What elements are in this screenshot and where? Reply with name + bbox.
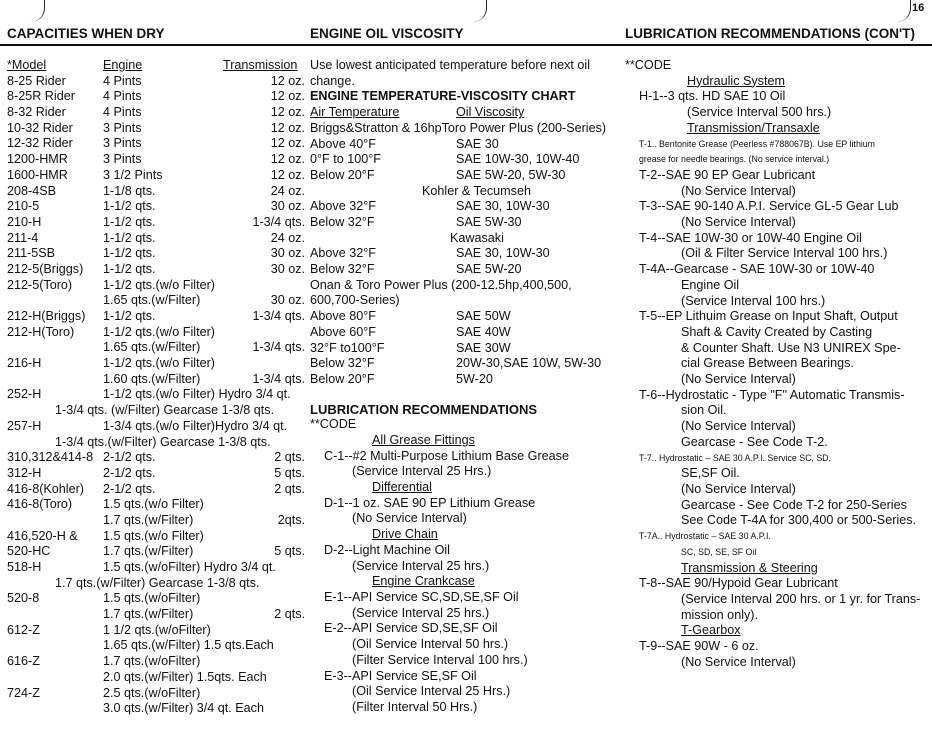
lube-cont-line: (Service Interval 500 hrs.)	[687, 105, 832, 120]
header-rule	[0, 44, 932, 46]
capacity-engine: 3 Pints	[103, 120, 142, 135]
lube-cont-line: Transmission & Steering	[681, 560, 818, 575]
capacity-model: 12-32 Rider	[7, 136, 73, 151]
lube-line: C-1--#2 Multi-Purpose Lithium Base Grease	[324, 448, 569, 463]
capacity-row	[7, 325, 307, 341]
capacity-engine: 4 Pints	[103, 73, 142, 88]
viscosity-intro-line1: Use lowest anticipated temperature before next oil	[310, 58, 591, 72]
capacity-engine: 2-1/2 qts.	[103, 481, 156, 496]
capacity-row	[7, 199, 307, 215]
capacity-transmission: 12 oz.	[270, 105, 305, 120]
capacity-engine: 1-1/2 qts.	[103, 230, 156, 245]
header-lube-cont: LUBRICATION RECOMMENDATIONS (CON'T)	[625, 26, 915, 41]
capacities-header-row	[7, 58, 307, 74]
capacity-model: 518-H	[7, 560, 42, 574]
capacity-model: 8-25 Rider	[7, 73, 66, 88]
page-number: 16	[912, 2, 925, 14]
capacity-row	[7, 686, 307, 702]
capacity-engine: 1-1/2 qts.	[103, 214, 156, 229]
capacity-engine: 1.65 qts.(w/Filter)	[103, 293, 201, 308]
viscosity-intro-line2: change.	[310, 73, 355, 88]
viscosity-grade: SAE 30, 10W-30	[456, 246, 550, 261]
lube-line: D-1--1 oz. SAE 90 EP Lithium Grease	[324, 495, 536, 510]
capacity-engine: 3 Pints	[103, 136, 142, 151]
viscosity-row	[310, 168, 622, 184]
viscosity-row	[310, 341, 622, 357]
lube-cont-line: T-4A--Gearcase - SAE 10W-30 or 10W-40	[639, 262, 875, 277]
lube-line: (Service Interval 25 Hrs.)	[352, 464, 492, 479]
capacity-model: 416-8(Kohler)	[7, 481, 85, 496]
header-viscosity: ENGINE OIL VISCOSITY	[310, 26, 464, 41]
capacity-row	[7, 419, 307, 435]
lube-line: (Service Interval 25 hrs.)	[352, 558, 490, 573]
capacity-model: 211-4	[7, 230, 39, 245]
lube-cont-line: T-7.. Hydrostatic – SAE 30 A.P.I. Service SC, SD.	[639, 452, 831, 463]
lube-cont-line: cial Grease Between Bearings.	[681, 356, 854, 371]
capacity-row	[7, 387, 307, 403]
viscosity-grade: SAE 30W	[456, 340, 511, 355]
capacity-transmission: 12 oz.	[270, 89, 305, 104]
capacity-row	[7, 560, 307, 576]
lube-cont-line: & Counter Shaft. Use N3 UNIREX Spe-	[681, 340, 901, 355]
capacity-row	[7, 74, 307, 90]
lube-cont-line: (Service Interval 200 hrs. or 1 yr. for Trans-	[681, 591, 921, 606]
lube-cont-line: T-3--SAE 90-140 A.P.I. Service GL-5 Gear Lub	[639, 199, 899, 214]
lube-line: (No Service Interval)	[352, 511, 467, 526]
capacity-row	[7, 403, 307, 419]
capacity-model: 612-Z	[7, 622, 40, 637]
capacity-model: 724-Z	[7, 685, 40, 700]
capacity-row	[7, 293, 307, 309]
lube-line: (Service Interval 25 hrs.)	[352, 605, 490, 620]
capacity-engine: 1.5 qts.(w/o Filter)	[103, 528, 204, 543]
lube-cont-line: SE,SF Oil.	[681, 466, 740, 481]
lube-cont-line: T-6--Hydrostatic - Type "F" Automatic Transmis-	[639, 387, 905, 402]
viscosity-grade: SAE 30	[456, 136, 499, 151]
lube-line: (Oil Service Interval 25 Hrs.)	[352, 684, 511, 699]
capacity-engine: 1-1/2 qts.	[103, 261, 156, 276]
capacity-model: 212-5(Briggs)	[7, 261, 84, 276]
lube-cont-line: (Oil & Filter Service Interval 100 hrs.)	[681, 246, 888, 261]
capacity-extra: 1-3/4 qts. (w/Filter) Gearcase 1-3/8 qts.	[55, 403, 275, 418]
viscosity-grade: SAE 50W	[456, 309, 511, 324]
lube-line: D-2--Light Machine Oil	[324, 542, 450, 557]
capacity-engine: 1.5 qts.(w/oFilter)	[103, 591, 201, 606]
capacity-model: 212-H(Toro)	[7, 324, 75, 339]
viscosity-row	[310, 356, 622, 372]
viscosity-chart-title: ENGINE TEMPERATURE-VISCOSITY CHART	[310, 89, 576, 104]
capacity-transmission: 1-3/4 qts.	[252, 371, 305, 386]
capacity-transmission: 30 oz.	[270, 246, 305, 261]
lube-cont-line: T-Gearbox	[681, 623, 741, 638]
viscosity-row	[310, 152, 622, 168]
capacity-model: 8-25R Rider	[7, 89, 75, 104]
capacity-row	[7, 450, 307, 466]
capacity-engine: 1-1/2 qts.	[103, 199, 156, 214]
col-oil-viscosity: Oil Viscosity	[456, 105, 525, 120]
capacity-row	[7, 591, 307, 607]
lube-cont-line: (No Service Interval)	[681, 419, 796, 434]
capacity-row	[7, 607, 307, 623]
capacity-model: 8-32 Rider	[7, 105, 66, 120]
viscosity-row	[310, 309, 622, 325]
capacity-row	[7, 544, 307, 560]
capacity-row	[7, 576, 307, 592]
capacity-model: 10-32 Rider	[7, 120, 73, 135]
capacity-model: 310,312&414-8	[7, 450, 94, 465]
capacity-engine: 2-1/2 qts.	[103, 450, 156, 465]
capacity-engine: 1.7 qts.(w/Filter)	[103, 512, 194, 527]
page-arc-center	[472, 0, 487, 22]
capacity-engine: 1.60 qts.(w/Filter)	[103, 371, 201, 386]
viscosity-temperature: Below 32°F	[310, 356, 375, 371]
viscosity-grade: SAE 5W-30	[456, 214, 522, 229]
lube-line: Drive Chain	[372, 527, 438, 542]
capacity-model: 210-5	[7, 199, 40, 214]
capacity-row	[7, 356, 307, 372]
group-onan-toro-line2: 600,700-Series)	[310, 293, 400, 308]
viscosity-temperature: Above 32°F	[310, 246, 376, 261]
capacity-transmission: 2 qts.	[274, 481, 305, 496]
capacity-model: 216-H	[7, 356, 42, 371]
group-briggs-toro: Briggs&Stratton & 16hpToro Power Plus (200-Series)	[310, 120, 607, 135]
capacity-row	[7, 105, 307, 121]
capacity-engine: 2-1/2 qts.	[103, 465, 156, 480]
capacity-row	[7, 701, 307, 717]
capacity-model: 520-8	[7, 591, 40, 606]
capacity-engine: 1-1/2 qts.(w/o Filter)	[103, 324, 215, 339]
capacity-transmission: 1-3/4 qts.	[252, 309, 305, 323]
capacity-engine: 4 Pints	[103, 105, 142, 120]
lube-cont-line: (Service Interval 100 hrs.)	[681, 293, 826, 308]
capacity-engine: 3 Pints	[103, 152, 142, 167]
capacity-engine: 1 1/2 qts.(w/oFilter)	[103, 622, 211, 637]
lube-cont-line: Transmission/Transaxle	[687, 120, 820, 135]
lube-line: All Grease Fittings	[372, 432, 475, 447]
lube-cont-line: Engine Oil	[681, 277, 740, 292]
capacity-row	[7, 497, 307, 513]
viscosity-row	[310, 246, 622, 262]
capacity-row	[7, 246, 307, 262]
lube-cont-line: T-5--EP Lithuim Grease on Input Shaft, Output	[639, 309, 898, 324]
lube-cont-line: Hydraulic System	[687, 73, 785, 88]
capacity-row	[7, 168, 307, 184]
capacity-engine: 1.65 qts.(w/Filter) 1.5 qts.Each	[103, 638, 274, 653]
capacity-transmission: 12 oz.	[270, 120, 305, 135]
capacity-row	[7, 372, 307, 388]
lube-code-label: **CODE	[310, 417, 357, 432]
capacity-model: 252-H	[7, 387, 42, 402]
header-capacities: CAPACITIES WHEN DRY	[7, 26, 165, 41]
capacity-row	[7, 278, 307, 294]
capacity-row	[7, 136, 307, 152]
viscosity-temperature: Below 32°F	[310, 214, 375, 229]
lube-cont-line: T-2--SAE 90 EP Gear Lubricant	[639, 167, 816, 182]
capacity-transmission: 1-3/4 qts.	[252, 214, 305, 229]
capacity-row	[7, 482, 307, 498]
capacity-row	[7, 638, 307, 654]
capacity-transmission: 24 oz.	[270, 230, 305, 245]
lube-line: (Filter Interval 50 Hrs.)	[352, 699, 478, 714]
capacity-engine: 1-1/2 qts.(w/o Filter) Hydro 3/4 qt.	[103, 387, 291, 402]
viscosity-grade: SAE 10W-30, 10W-40	[456, 152, 580, 167]
col-air-temperature: Air Temperature	[310, 105, 400, 120]
capacity-model: 416-8(Toro)	[7, 497, 73, 512]
lube-line: (Filter Service Interval 100 hrs.)	[352, 652, 528, 667]
capacity-row	[7, 623, 307, 639]
viscosity-grade: SAE 30, 10W-30	[456, 199, 550, 214]
capacity-transmission: 2 qts.	[274, 607, 305, 622]
lube-cont-line: Gearcase - See Code T-2.	[681, 434, 828, 449]
capacity-transmission: 1-3/4 qts.	[252, 340, 305, 355]
capacity-row	[7, 121, 307, 137]
lube-cont-line: See Code T-4A for 300,400 or 500-Series.	[681, 513, 917, 528]
capacity-model: 210-H	[7, 214, 42, 229]
capacity-engine: 1-3/4 qts.(w/o Filter)Hydro 3/4 qt.	[103, 418, 288, 433]
lube-cont-code-label: **CODE	[625, 58, 672, 72]
viscosity-grade: 20W-30,SAE 10W, 5W-30	[456, 356, 602, 371]
capacity-extra: 1-3/4 qts.(w/Filter) Gearcase 1-3/8 qts.	[55, 434, 271, 449]
capacity-engine: 1.5 qts.(w/oFilter) Hydro 3/4 qt.	[103, 560, 276, 574]
lube-line: Engine Crankcase	[372, 574, 475, 589]
lube-cont-line: (No Service Interval)	[681, 654, 796, 669]
viscosity-temperature: 32°F to100°F	[310, 340, 385, 355]
lube-cont-line: (No Service Interval)	[681, 372, 796, 387]
capacity-transmission: 30 oz.	[270, 261, 305, 276]
capacity-engine: 1-1/2 qts.(w/o Filter)	[103, 277, 215, 292]
col-engine-header: Engine	[103, 58, 143, 72]
capacity-model: 211-5SB	[7, 246, 56, 261]
capacity-model: 1200-HMR	[7, 152, 68, 167]
viscosity-temperature: Above 40°F	[310, 136, 376, 151]
capacity-transmission: 24 oz.	[270, 183, 305, 198]
capacity-model: 212-H(Briggs)	[7, 309, 86, 323]
viscosity-grade: 5W-20	[456, 371, 493, 386]
capacity-model: 616-Z	[7, 654, 40, 669]
capacity-transmission: 12 oz.	[270, 136, 305, 151]
lube-cont-line: mission only).	[681, 607, 758, 622]
capacity-engine: 1.7 qts.(w/Filter)	[103, 544, 194, 559]
lube-cont-line: (No Service Interval)	[681, 183, 796, 198]
viscosity-grade: SAE 5W-20	[456, 262, 522, 277]
capacity-model: 212-5(Toro)	[7, 277, 73, 292]
lube-cont-line: (No Service Interval)	[681, 215, 796, 230]
capacity-row	[7, 513, 307, 529]
capacity-model: 312-H	[7, 465, 42, 480]
lube-cont-line: T-4--SAE 10W-30 or 10W-40 Engine Oil	[639, 230, 862, 245]
viscosity-row	[310, 325, 622, 341]
viscosity-row	[310, 137, 622, 153]
capacity-transmission: 30 oz.	[270, 293, 305, 308]
capacity-row	[7, 215, 307, 231]
capacity-model: 257-H	[7, 418, 42, 433]
capacity-row	[7, 654, 307, 670]
lube-cont-line: grease for needle bearings. (No service interval.)	[639, 154, 830, 165]
viscosity-grade: SAE 40W	[456, 324, 511, 339]
capacities-table	[7, 58, 307, 717]
capacity-engine: 1.7 qts.(w/oFilter)	[103, 654, 201, 669]
capacity-engine: 1.65 qts.(w/Filter)	[103, 340, 201, 355]
lube-line: Differential	[372, 480, 432, 495]
capacity-transmission: 12 oz.	[270, 73, 305, 88]
col-model-header: *Model	[7, 58, 47, 72]
capacity-engine: 1-1/2 qts.	[103, 246, 156, 261]
capacity-transmission: 12 oz.	[270, 167, 305, 182]
lube-line: E-2--API Service SD,SE,SF Oil	[324, 621, 498, 636]
viscosity-row	[310, 262, 622, 278]
lube-cont-line: T-8--SAE 90/Hypoid Gear Lubricant	[639, 576, 838, 591]
capacity-row	[7, 89, 307, 105]
lube-cont-line: SC, SD, SE, SF Oil	[681, 546, 757, 557]
capacity-model: 1600-HMR	[7, 167, 68, 182]
lube-cont-line: (No Service Interval)	[681, 481, 796, 496]
capacity-engine: 1.5 qts.(w/o Filter)	[103, 497, 204, 512]
capacity-transmission: 12 oz.	[270, 152, 305, 167]
lube-cont-line: Shaft & Cavity Created by Casting	[681, 324, 873, 339]
group-onan-toro-line1: Onan & Toro Power Plus (200-12.5hp,400,500,	[310, 277, 572, 292]
capacity-transmission: 5 qts.	[274, 465, 305, 480]
capacity-engine: 1-1/2 qts.	[103, 309, 156, 323]
lube-line: (Oil Service Interval 50 hrs.)	[352, 637, 509, 652]
capacity-row	[7, 340, 307, 356]
viscosity-header-row	[310, 105, 622, 121]
capacity-engine: 3.0 qts.(w/Filter) 3/4 qt. Each	[103, 701, 264, 716]
lube-cont-line: sion Oil.	[681, 403, 727, 418]
viscosity-grade: SAE 5W-20, 5W-30	[456, 167, 566, 182]
capacity-engine: 1-1/2 qts.(w/o Filter)	[103, 356, 215, 371]
capacity-model: 208-4SB	[7, 183, 57, 198]
capacity-engine: 3 1/2 Pints	[103, 167, 163, 182]
lube-title: LUBRICATION RECOMMENDATIONS	[310, 401, 538, 417]
capacity-row	[7, 529, 307, 545]
capacity-row	[7, 262, 307, 278]
viscosity-row	[310, 215, 622, 231]
capacity-row	[7, 435, 307, 451]
capacity-engine: 2.0 qts.(w/Filter) 1.5qts. Each	[103, 669, 267, 684]
capacity-model: 520-HC	[7, 544, 51, 559]
capacity-engine: 2.5 qts.(w/oFilter)	[103, 685, 201, 700]
group-kohler-tecumseh: Kohler & Tecumseh	[422, 183, 531, 198]
capacity-engine: 4 Pints	[103, 89, 142, 104]
viscosity-temperature: Below 20°F	[310, 167, 375, 182]
viscosity-section	[310, 58, 622, 716]
viscosity-temperature: Below 20°F	[310, 371, 375, 386]
lube-cont-line: Gearcase - See Code T-2 for 250-Series	[681, 497, 907, 512]
capacity-model: 416,520-H &	[7, 528, 78, 543]
capacity-row	[7, 670, 307, 686]
lube-line: E-1--API Service SC,SD,SE,SF Oil	[324, 590, 519, 604]
viscosity-temperature: Above 32°F	[310, 199, 376, 214]
capacity-row	[7, 309, 307, 325]
lube-cont-section	[625, 58, 929, 670]
capacity-engine: 1-1/8 qts.	[103, 183, 156, 198]
lube-line: E-3--API Service SE,SF Oil	[324, 668, 477, 683]
capacity-row	[7, 231, 307, 247]
lube-cont-line: H-1--3 qts. HD SAE 10 Oil	[639, 89, 786, 104]
viscosity-temperature: Below 32°F	[310, 262, 375, 277]
capacity-row	[7, 184, 307, 200]
capacity-transmission: 2qts.	[277, 512, 305, 527]
lube-cont-line: T-9--SAE 90W - 6 oz.	[639, 639, 759, 654]
capacity-extra: 1.7 qts.(w/Filter) Gearcase 1-3/8 qts.	[55, 575, 260, 590]
capacity-transmission: 2 qts.	[274, 450, 305, 465]
capacity-row	[7, 466, 307, 482]
lube-cont-line: T-7A.. Hydrostatic – SAE 30 A.P.I.	[639, 531, 771, 542]
page-arc-left	[30, 0, 45, 22]
page-arc-right	[896, 0, 911, 22]
viscosity-temperature: Above 60°F	[310, 324, 376, 339]
viscosity-row	[310, 199, 622, 215]
capacity-engine: 1.7 qts.(w/Filter)	[103, 607, 194, 622]
capacity-transmission: 5 qts.	[274, 544, 305, 559]
viscosity-temperature: 0°F to 100°F	[310, 152, 381, 167]
lube-cont-line: T-1.. Bentonite Grease (Peerless #788067B). Use EP lithium	[639, 138, 876, 149]
capacity-row	[7, 152, 307, 168]
col-transmission-header: Transmission	[223, 58, 298, 72]
group-kawasaki: Kawasaki	[450, 230, 504, 245]
viscosity-row	[310, 372, 622, 388]
capacity-transmission: 30 oz.	[270, 199, 305, 214]
viscosity-temperature: Above 80°F	[310, 309, 376, 324]
